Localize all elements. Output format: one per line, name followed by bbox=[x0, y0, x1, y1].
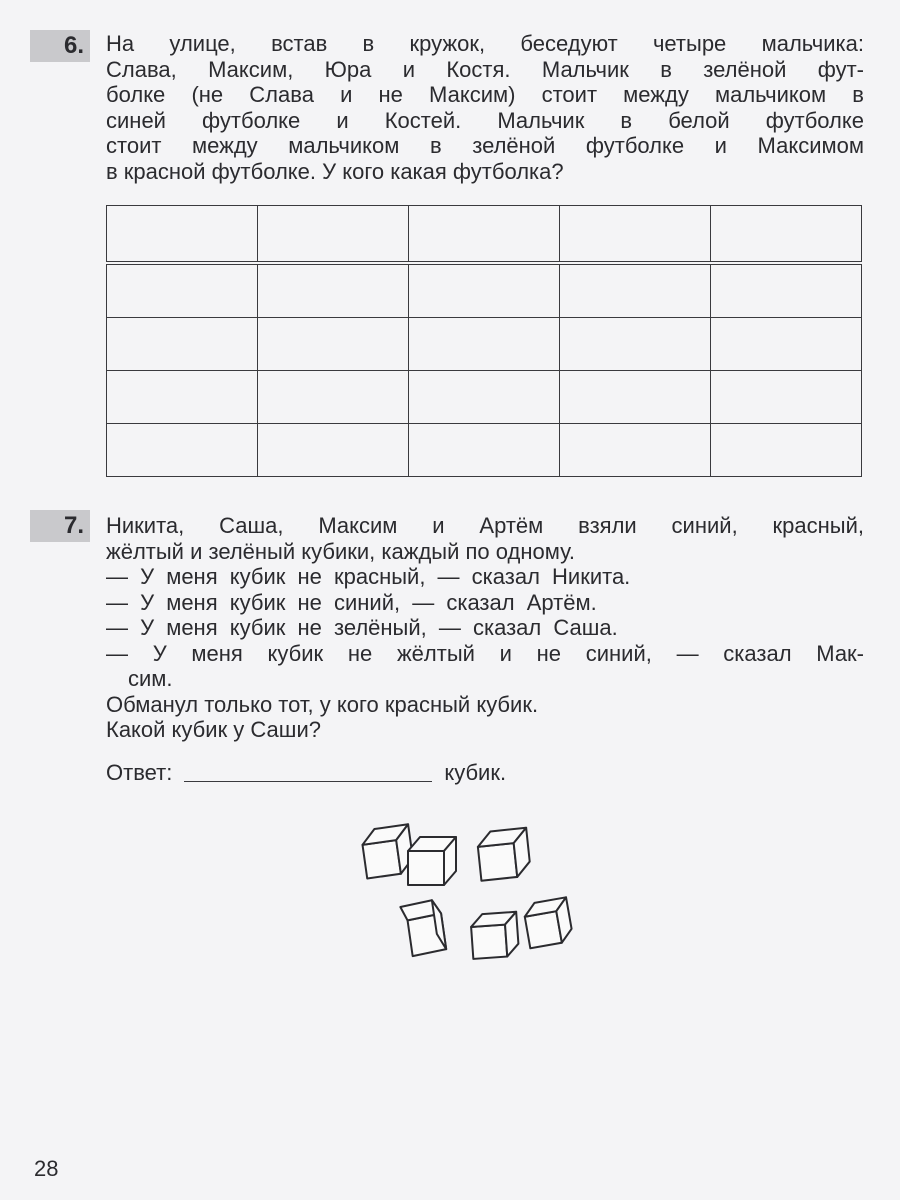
page-number: 28 bbox=[34, 1156, 59, 1181]
answer-input-line[interactable] bbox=[184, 780, 432, 782]
grid-cell[interactable] bbox=[258, 206, 409, 264]
grid-cell[interactable] bbox=[107, 424, 258, 477]
grid-cell[interactable] bbox=[711, 318, 862, 371]
problem-6-line: Слава, Максим, Юра и Костя. Мальчик в зелёной фут- bbox=[106, 56, 864, 82]
problem-7-number: 7. bbox=[30, 510, 90, 542]
grid-cell[interactable] bbox=[258, 263, 409, 318]
grid-cell[interactable] bbox=[409, 206, 560, 264]
problem-7-line: Обманул только тот, у кого красный кубик. bbox=[106, 691, 539, 717]
problem-7-line: сим. bbox=[128, 666, 173, 691]
problem-7-line: Какой кубик у Саши? bbox=[106, 717, 321, 742]
grid-cell[interactable] bbox=[711, 206, 862, 264]
grid-cell[interactable] bbox=[560, 371, 711, 424]
problem-7-line: — У меня кубик не жёлтый и не синий, — сказал Мак- bbox=[106, 640, 864, 666]
grid-cell[interactable] bbox=[107, 206, 258, 264]
grid-row bbox=[107, 371, 862, 424]
problem-7-text bbox=[106, 513, 864, 743]
problem-7-line: Никита, Саша, Максим и Артём взяли синий, красный, bbox=[106, 513, 864, 538]
answer-row bbox=[106, 760, 506, 786]
problem-6-number: 6. bbox=[30, 30, 90, 62]
problem-7-line: жёлтый и зелёный кубики, каждый по одному. bbox=[106, 538, 576, 564]
problem-7-line: — У меня кубик не красный, — сказал Никита. bbox=[106, 564, 631, 589]
problem-6-line: болке (не Слава и не Максим) стоит между мальчиком в bbox=[106, 82, 864, 107]
grid-cell[interactable] bbox=[258, 371, 409, 424]
answer-grid bbox=[106, 205, 862, 477]
cube-icon bbox=[361, 824, 415, 878]
problem-7-line: — У меня кубик не зелёный, — сказал Саша. bbox=[106, 615, 618, 640]
grid-cell[interactable] bbox=[560, 318, 711, 371]
grid-cell[interactable] bbox=[409, 318, 560, 371]
cube-icon bbox=[400, 899, 447, 956]
problem-6-line: На улице, встав в кружок, беседуют четыре мальчика: bbox=[106, 31, 864, 56]
grid-cell[interactable] bbox=[409, 371, 560, 424]
grid-cell[interactable] bbox=[409, 424, 560, 477]
cube-icon bbox=[408, 837, 456, 885]
grid-row bbox=[107, 206, 862, 264]
grid-cell[interactable] bbox=[107, 318, 258, 371]
problem-6-line: синей футболке и Костей. Мальчик в белой футболке bbox=[106, 107, 864, 133]
grid-row bbox=[107, 424, 862, 477]
grid-cell[interactable] bbox=[560, 424, 711, 477]
grid-cell[interactable] bbox=[258, 318, 409, 371]
grid-cell[interactable] bbox=[711, 263, 862, 318]
answer-suffix: кубик. bbox=[444, 760, 507, 785]
cubes-illustration bbox=[350, 815, 590, 965]
grid-row bbox=[107, 263, 862, 318]
answer-label: Ответ: bbox=[106, 760, 173, 785]
grid-cell[interactable] bbox=[409, 263, 560, 318]
grid-cell[interactable] bbox=[107, 263, 258, 318]
cube-icon bbox=[476, 828, 531, 881]
grid-cell[interactable] bbox=[560, 206, 711, 264]
grid-cell[interactable] bbox=[711, 371, 862, 424]
cube-icon bbox=[470, 912, 519, 959]
grid-cell[interactable] bbox=[711, 424, 862, 477]
grid-cell[interactable] bbox=[107, 371, 258, 424]
grid-cell[interactable] bbox=[560, 263, 711, 318]
problem-6-text bbox=[106, 31, 864, 184]
cube-icon bbox=[523, 897, 574, 948]
grid-cell[interactable] bbox=[258, 424, 409, 477]
problem-6-line: в красной футболке. У кого какая футболка? bbox=[106, 158, 564, 184]
grid-row bbox=[107, 318, 862, 371]
problem-6-line: стоит между мальчиком в зелёной футболке и Максимом bbox=[106, 133, 864, 158]
problem-7-line: — У меня кубик не синий, — сказал Артём. bbox=[106, 589, 597, 615]
